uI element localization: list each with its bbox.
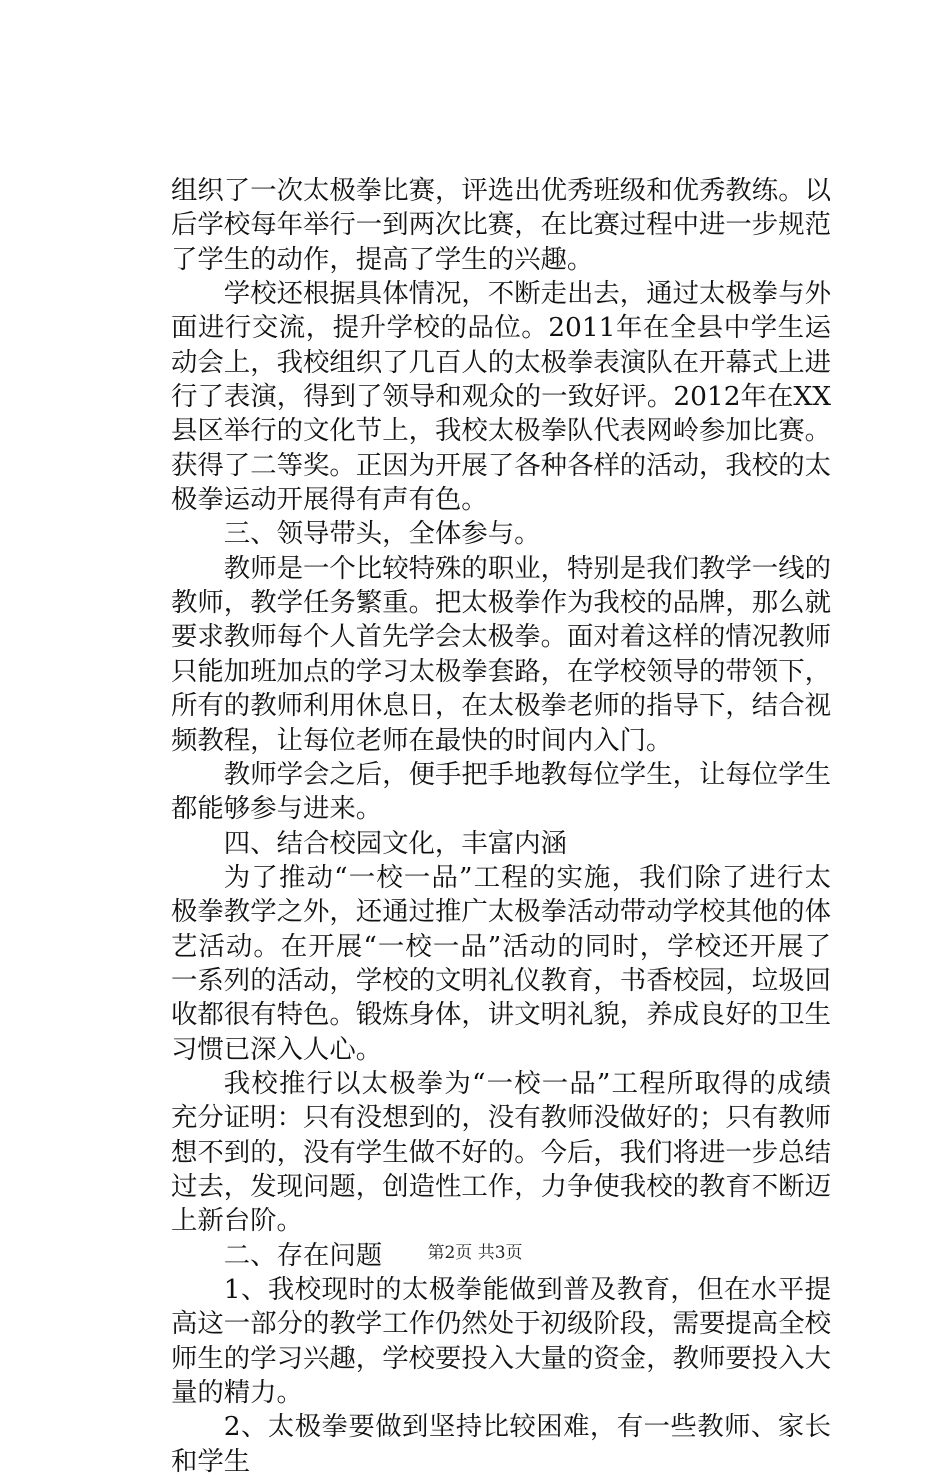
paragraph-8: 我校推行以太极拳为“一校一品”工程所取得的成绩充分证明：只有没想到的，没有教师没做好的；只有教师想不到的，没有学生做不好的。今后，我们将进一步总结过去，发现问题，创造性工作，力争使我校的教育不断迈上新台阶。 <box>171 1067 831 1237</box>
paragraph-2: 学校还根据具体情况，不断走出去，通过太极拳与外面进行交流，提升学校的品位。2011年在全县中学生运动会上，我校组织了几百人的太极拳表演队在开幕式上进行了表演，得到了领导和观众的一致好评。2012年在XX县区举行的文化节上，我校太极拳队代表网岭参加比赛。获得了二等奖。正因为开展了各种各样的活动，我校的太极拳运动开展得有声有色。 <box>171 278 831 516</box>
paragraph-4: 教师是一个比较特殊的职业，特别是我们教学一线的教师，教学任务繁重。把太极拳作为我校的品牌，那么就要求教师每个人首先学会太极拳。面对着这样的情况教师只能加班加点的学习太极拳套路，在学校领导的带领下，所有的教师利用休息日，在太极拳老师的指导下，结合视频教程，让每位老师在最快的时间内入门。 <box>171 552 831 756</box>
problem-item-1: 1、我校现时的太极拳能做到普及教育，但在水平提高这一部分的教学工作仍然处于初级阶段，需要提高全校师生的学习兴趣，学校要投入大量的资金，教师要投入大量的精力。 <box>171 1274 831 1409</box>
page-number-footer: 第2页 共3页 <box>427 1243 523 1263</box>
paragraph-7: 为了推动“一校一品”工程的实施，我们除了进行太极拳教学之外，还通过推广太极拳活动带动学校其他的体艺活动。在开展“一校一品”活动的同时，学校还开展了一系列的活动，学校的文明礼仪教育，书香校园，垃圾回收都很有特色。锻炼身体，讲文明礼貌，养成良好的卫生习惯已深入人心。 <box>171 861 831 1065</box>
paragraph-1: 组织了一次太极拳比赛，评选出优秀班级和优秀教练。以后学校每年举行一到两次比赛，在比赛过程中进一步规范了学生的动作，提高了学生的兴趣。 <box>171 175 831 275</box>
document-body <box>171 174 831 1479</box>
section-heading-problems: 二、存在问题 <box>223 1239 383 1271</box>
section-heading-4: 四、结合校园文化，丰富内涵 <box>223 827 567 859</box>
problem-item-2: 2、太极拳要做到坚持比较困难，有一些教师、家长和学生 <box>171 1411 831 1477</box>
section-heading-3: 三、领导带头，全体参与。 <box>223 518 541 550</box>
paragraph-5: 教师学会之后，便手把手地教每位学生，让每位学生都能够参与进来。 <box>171 758 831 825</box>
